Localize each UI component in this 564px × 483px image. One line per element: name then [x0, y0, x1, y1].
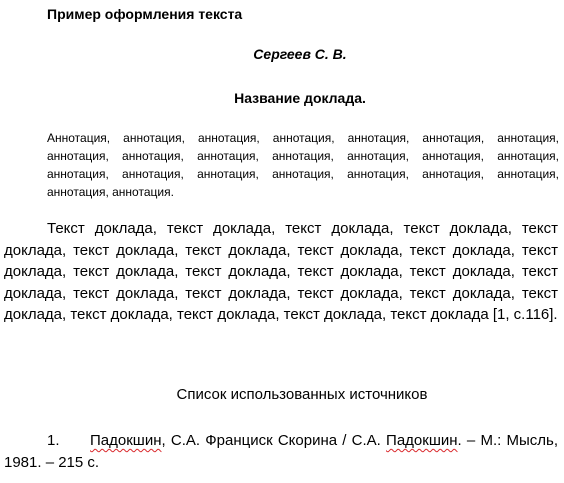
document-heading: Пример оформления текста [47, 6, 243, 22]
reference-text-part: , С.А. Франциск Скорина / С.А. [161, 432, 387, 449]
report-title: Название доклада. [234, 90, 366, 106]
reference-text-part-end: . – М.: Мысль, 1981. – 215 с. [4, 432, 558, 471]
author-name: Сергеев С. В. [253, 46, 347, 62]
reference-author-surname: Падокшин [90, 432, 162, 449]
references-heading: Список использованных источников [176, 386, 428, 403]
annotation-paragraph: Аннотация, аннотация, аннотация, аннотация, аннотация, аннотация, аннотация, аннотация, аннотация, аннотация, аннотация, аннотация, аннотация, аннотация, аннотация, аннотация, аннотация, аннотация, аннотация, аннотация, аннотация, аннотация, аннотация. [47, 131, 559, 199]
reference-author-surname-repeat: Падокшин [386, 432, 458, 449]
body-paragraph: Текст доклада, текст доклада, текст доклада, текст доклада, текст доклада, текст доклада, текст доклада, текст доклада, текст доклада, текст доклада, текст доклада, текст доклада, текст доклада, текст доклада, текст доклада, текст доклада, текст доклада, текст доклада, текст доклада, текст доклада, текст доклада, текст доклада, текст доклада, текст доклада [1, с.116]. [4, 220, 558, 323]
reference-item [4, 430, 558, 474]
reference-number: 1. [47, 432, 60, 449]
